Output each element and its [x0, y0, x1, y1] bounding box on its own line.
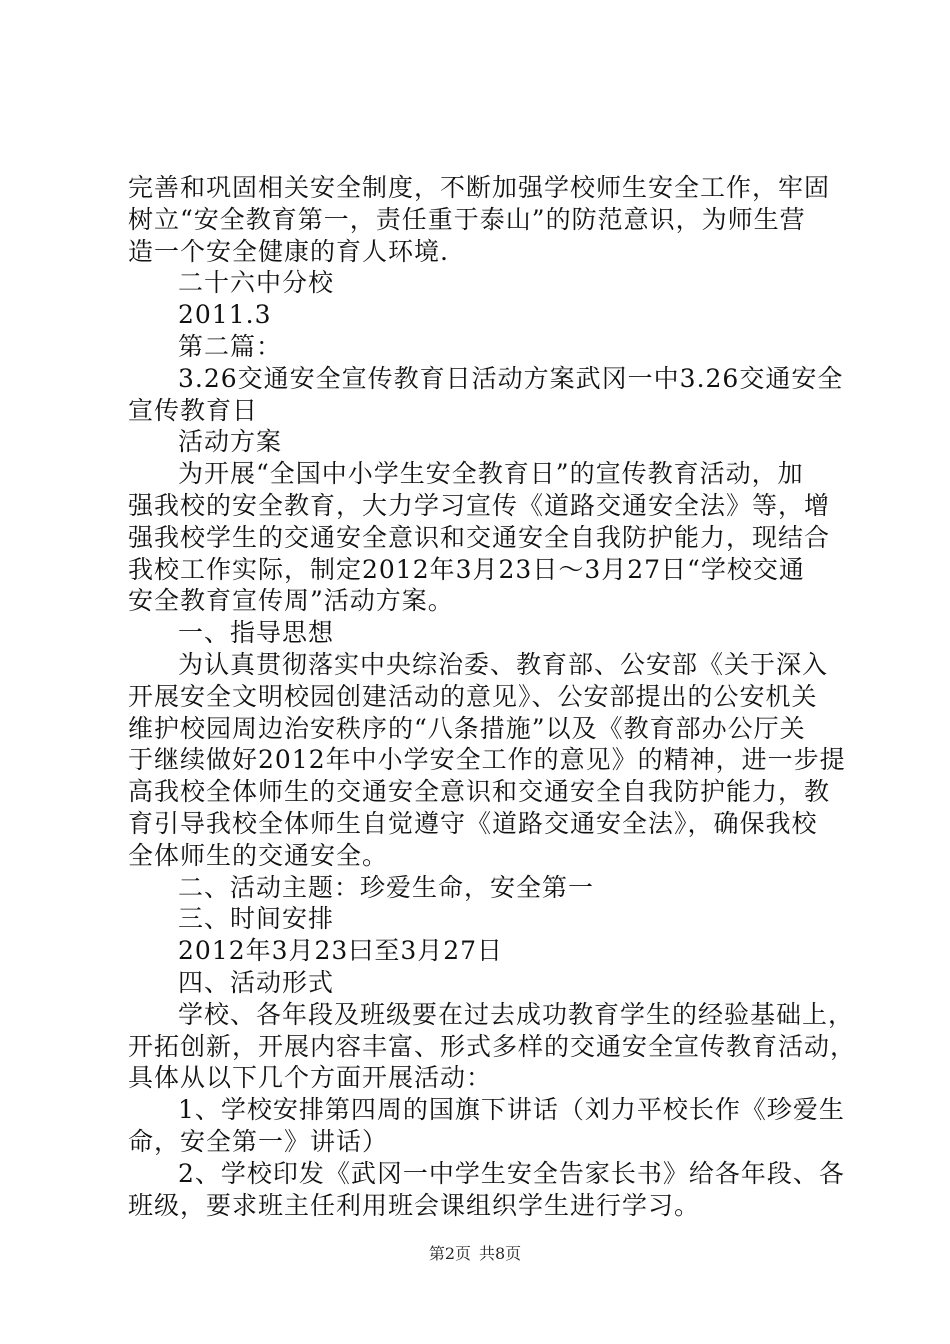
text-line: 2、学校印发《武冈一中学生安全告家长书》给各年段、各: [178, 1158, 845, 1188]
text-line: 强我校学生的交通安全意识和交通安全自我防护能力，现结合: [128, 522, 831, 552]
text-line: 树立“安全教育第一，责任重于泰山”的防范意识，为师生营: [128, 204, 806, 234]
text-line: 班级，要求班主任利用班会课组织学生进行学习。: [128, 1190, 701, 1220]
text-line: 高我校全体师生的交通安全意识和交通安全自我防护能力，教: [128, 777, 831, 807]
text-line: 2011.3: [178, 300, 272, 330]
text-line: 活动方案: [178, 427, 283, 457]
text-line: 1、学校安排第四周的国旗下讲话（刘力平校长作《珍爱生: [178, 1095, 845, 1125]
text-line: 育引导我校全体师生自觉遵守《道路交通安全法》，确保我校: [128, 808, 818, 838]
text-line: 造一个安全健康的育人环境.: [128, 236, 449, 266]
page-number: 第2页: [428, 1244, 471, 1263]
text-line: 二十六中分校: [178, 268, 335, 298]
text-line: 开拓创新，开展内容丰富、形式多样的交通安全宣传教育活动，: [128, 1031, 857, 1061]
text-line: 学校、各年段及班级要在过去成功教育学生的经验基础上，: [178, 999, 855, 1029]
text-line: 为开展“全国中小学生安全教育日”的宣传教育活动，加: [178, 459, 804, 489]
text-line: 全体师生的交通安全。: [128, 840, 389, 870]
text-line: 我校工作实际，制定2012年3月23日～3月27日“学校交通: [128, 554, 805, 584]
text-line: 具体从以下几个方面开展活动：: [128, 1063, 493, 1093]
text-line: 维护校园周边治安秩序的“八条措施”以及《教育部办公厅关: [128, 713, 806, 743]
text-line: 强我校的安全教育，大力学习宣传《道路交通安全法》等，增: [128, 490, 831, 520]
text-line: 二、活动主题：珍爱生命，安全第一: [178, 872, 595, 902]
text-line: 为认真贯彻落实中央综治委、教育部、公安部《关于深入: [178, 649, 829, 679]
text-line: 命，安全第一》讲话）: [128, 1126, 389, 1156]
text-line: 3.26交通安全宣传教育日活动方案武冈一中3.26交通安全: [178, 363, 844, 393]
text-line: 于继续做好2012年中小学安全工作的意见》的精神，进一步提: [128, 745, 846, 775]
text-line: 完善和巩固相关安全制度，不断加强学校师生安全工作，牢固: [128, 173, 831, 202]
text-line: 开展安全文明校园创建活动的意见》、公安部提出的公安机关: [128, 681, 818, 711]
text-line: 安全教育宣传周”活动方案。: [128, 586, 454, 616]
text-line: 一、指导思想: [178, 618, 335, 648]
document-body: [128, 172, 857, 1221]
page-total: 共8页: [479, 1244, 522, 1263]
text-line: 宣传教育日: [128, 395, 259, 425]
text-line: 四、活动形式: [178, 967, 335, 997]
text-line: 三、时间安排: [178, 904, 335, 934]
text-line: 第二篇：: [178, 331, 283, 361]
page-footer: [0, 1244, 950, 1264]
text-line: 2012年3月23曰至3月27日: [178, 936, 504, 966]
